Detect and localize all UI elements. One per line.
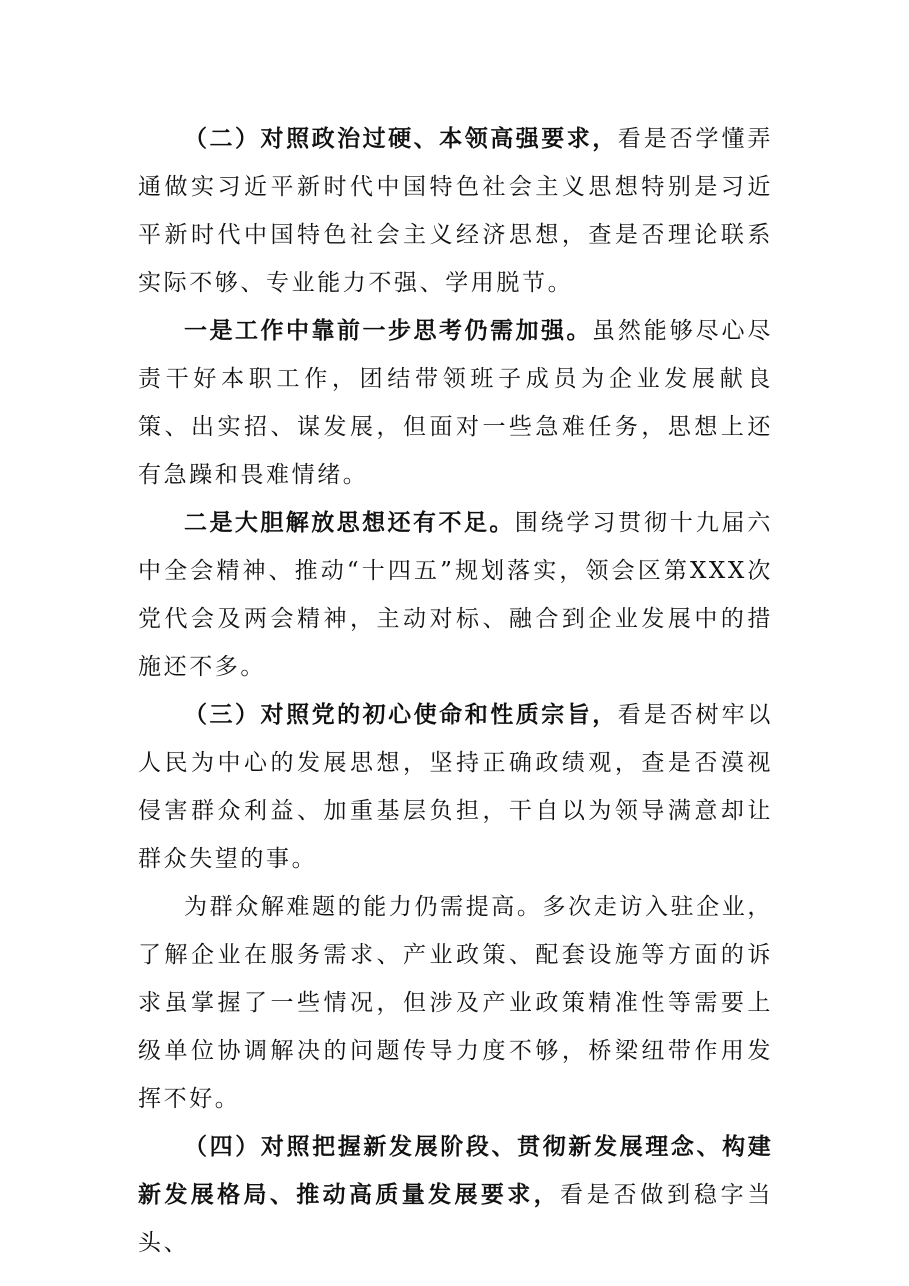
section-4-heading: （四）对照把握新发展阶段、贯彻新发展理念、构建新发展格局、推动高质量发展要求， (138, 1134, 773, 1208)
section-3-detail-text: 为群众解难题的能力仍需提高。多次走访入驻企业，了解企业在服务需求、产业政策、配套设施等方面的诉求虽掌握了一些情况，但涉及产业政策精准性等需要上级单位协调解决的问题传导力度不够，桥梁纽带作用发挥不好。 (138, 894, 773, 1112)
paragraph-point-2 (138, 499, 773, 691)
section-2-heading: （二）对照政治过硬、本领高强要求， (184, 126, 618, 152)
paragraph-section-4 (138, 1123, 773, 1267)
section-3-heading: （三）对照党的初心使命和性质宗旨， (184, 702, 618, 728)
paragraph-section-3 (138, 691, 773, 883)
section-4-text: 看是否做到稳字当头、 (138, 1182, 773, 1256)
document-body (138, 115, 773, 1267)
point-1-heading: 一是工作中靠前一步思考仍需加强。 (184, 318, 592, 344)
point-2-heading: 二是大胆解放思想还有不足。 (184, 510, 515, 536)
section-3-text: 看是否树牢以人民为中心的发展思想，坚持正确政绩观，查是否漠视侵害群众利益、加重基层负担，干自以为领导满意却让群众失望的事。 (138, 702, 773, 872)
paragraph-section-3-detail (138, 883, 773, 1123)
point-2-text: 围绕学习贯彻十九届六中全会精神、推动“十四五”规划落实，领会区第XXX次党代会及两会精神，主动对标、融合到企业发展中的措施还不多。 (138, 510, 774, 680)
section-2-text: 看是否学懂弄通做实习近平新时代中国特色社会主义思想特别是习近平新时代中国特色社会主义经济思想，查是否理论联系实际不够、专业能力不强、学用脱节。 (138, 126, 773, 296)
paragraph-section-2 (138, 115, 773, 307)
point-1-text: 虽然能够尽心尽责干好本职工作，团结带领班子成员为企业发展献良策、出实招、谋发展，但面对一些急难任务，思想上还有急躁和畏难情绪。 (138, 318, 773, 488)
paragraph-point-1 (138, 307, 773, 499)
